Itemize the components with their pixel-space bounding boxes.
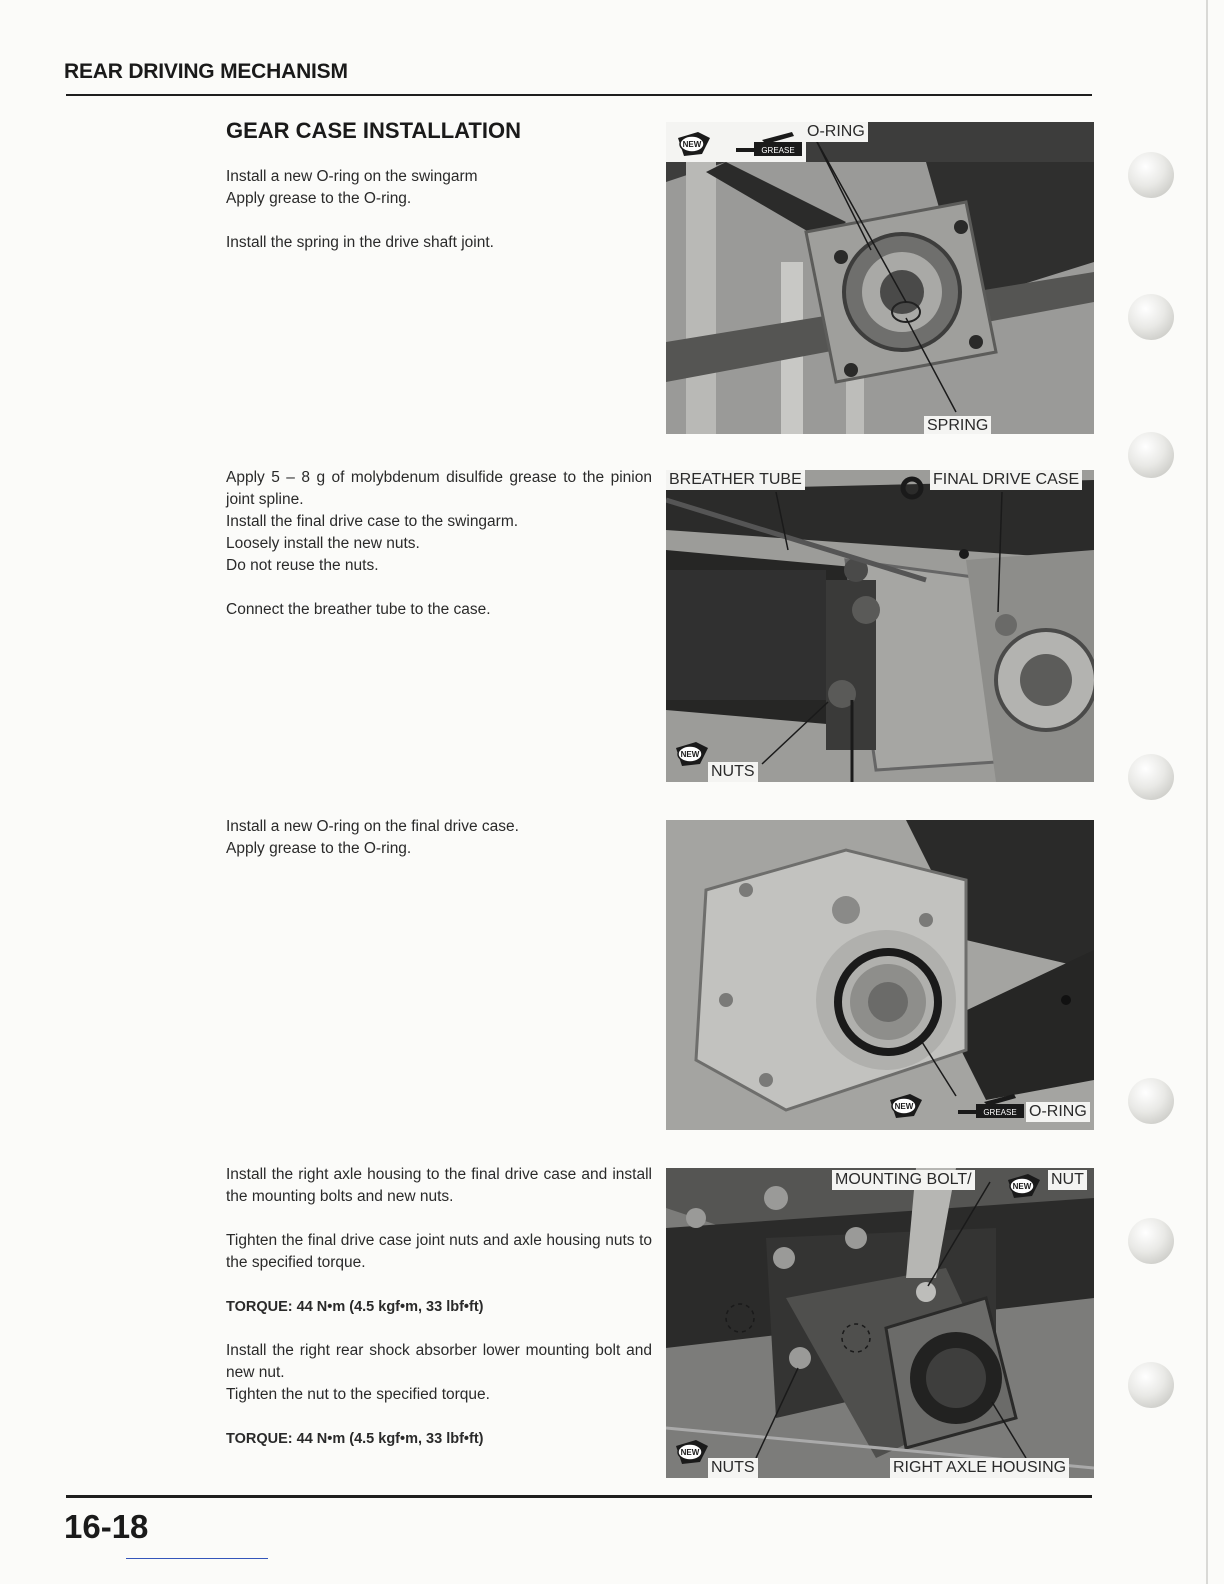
torque-spec: TORQUE: 44 N•m (4.5 kgf•m, 33 lbf•ft) xyxy=(226,1431,484,1447)
grease-tag: GREASE xyxy=(761,146,795,155)
binder-hole xyxy=(1128,432,1174,478)
page-number: 16-18 xyxy=(64,1508,149,1545)
nut-label: NUT xyxy=(1048,1170,1087,1190)
new-tag: NEW xyxy=(894,1102,914,1111)
grease-tube-icon xyxy=(732,130,804,158)
oring-label: O-RING xyxy=(1026,1102,1090,1122)
new-tag: NEW xyxy=(680,1448,700,1457)
nuts-label: NUTS xyxy=(708,762,758,782)
step4-line3: Install the right rear shock absorber lower mounting bolt and new nut. xyxy=(226,1342,652,1381)
figure-case-oring xyxy=(666,820,1094,1130)
step2-line5: Connect the breather tube to the case. xyxy=(226,601,491,618)
binder-hole xyxy=(1128,294,1174,340)
nuts-label: NUTS xyxy=(708,1458,758,1478)
spring-label: SPRING xyxy=(924,416,991,434)
binder-hole xyxy=(1128,1078,1174,1124)
header-rule xyxy=(66,94,1092,96)
grease-tag: GREASE xyxy=(983,1108,1017,1117)
figure-final-drive-case xyxy=(666,470,1094,782)
step1-text xyxy=(226,166,652,254)
final-drive-case-label: FINAL DRIVE CASE xyxy=(930,470,1082,490)
torque-spec: TORQUE: 44 N•m (4.5 kgf•m, 33 lbf•ft) xyxy=(226,1299,484,1315)
oring-icon xyxy=(894,472,930,500)
step2-line1: Apply 5 – 8 g of molybdenum disulfide grease to the pinion joint spline. xyxy=(226,469,652,508)
step1-line3: Install the spring in the drive shaft joint. xyxy=(226,234,494,251)
new-part-icon xyxy=(1002,1170,1046,1202)
binder-hole xyxy=(1128,152,1174,198)
new-tag: NEW xyxy=(682,140,702,149)
step1-line2: Apply grease to the O-ring. xyxy=(226,190,412,207)
step1-line1: Install a new O-ring on the swingarm xyxy=(226,168,478,185)
figure-axle-housing xyxy=(666,1168,1094,1478)
step2-line3: Loosely install the new nuts. xyxy=(226,535,420,552)
breather-tube-label: BREATHER TUBE xyxy=(666,470,805,490)
step3-line1: Install a new O-ring on the final drive case. xyxy=(226,818,519,835)
step2-text xyxy=(226,467,652,621)
step3-text xyxy=(226,816,652,860)
new-part-icon xyxy=(672,128,716,160)
step4-line4: Tighten the nut to the specified torque. xyxy=(226,1386,490,1403)
binder-hole xyxy=(1128,754,1174,800)
scan-edge-line xyxy=(126,1558,268,1559)
new-tag: NEW xyxy=(1012,1182,1032,1191)
step4-line2: Tighten the final drive case joint nuts and axle housing nuts to the specified torque. xyxy=(226,1232,652,1271)
figure-swingarm-oring xyxy=(666,122,1094,434)
binder-hole xyxy=(1128,1218,1174,1264)
section-header: REAR DRIVING MECHANISM xyxy=(64,60,348,83)
step4-line1: Install the right axle housing to the final drive case and install the mounting bolts and new nuts. xyxy=(226,1166,652,1205)
page-title: GEAR CASE INSTALLATION xyxy=(226,118,521,143)
binder-hole xyxy=(1128,1362,1174,1408)
right-axle-housing-label: RIGHT AXLE HOUSING xyxy=(890,1458,1069,1478)
mounting-bolt-label: MOUNTING BOLT/ xyxy=(832,1170,975,1190)
step2-line2: Install the final drive case to the swingarm. xyxy=(226,513,519,530)
oring-label: O-RING xyxy=(804,122,868,142)
new-part-icon xyxy=(884,1090,928,1122)
page-edge xyxy=(1206,0,1208,1584)
step2-line4: Do not reuse the nuts. xyxy=(226,557,379,574)
step4-text xyxy=(226,1164,652,1450)
new-tag: NEW xyxy=(680,750,700,759)
grease-tube-icon xyxy=(954,1092,1026,1120)
footer-rule xyxy=(66,1495,1092,1498)
step3-line2: Apply grease to the O-ring. xyxy=(226,840,412,857)
